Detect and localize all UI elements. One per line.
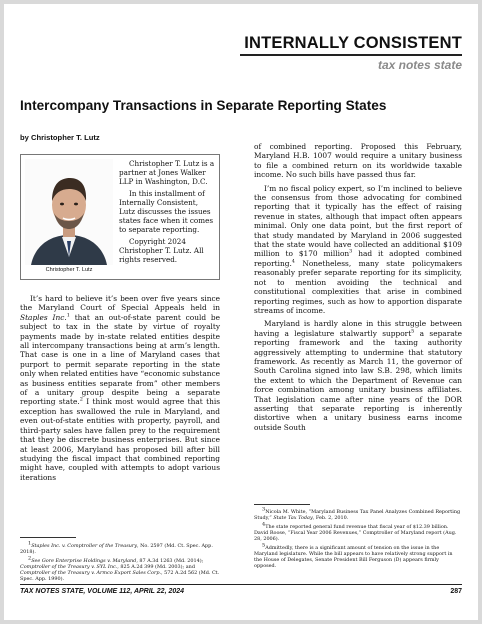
bio-paragraph: In this installment of Internally Consistent, Lutz discusses the issues states face when it comes to separate reporting.: [119, 189, 214, 234]
footer-rule: [20, 584, 462, 585]
footnote-rule: [20, 537, 76, 538]
article-title: Intercompany Transactions in Separate Reporting States: [20, 98, 387, 113]
footnote-ref[interactable]: 1: [66, 312, 70, 319]
footnote: [254, 506, 462, 521]
footnote-ref[interactable]: 2: [79, 397, 83, 403]
footnote-text: Nicola M. White, “Maryland Business Tax Panel Analyzes Combined Reporting Study,”: [254, 509, 461, 521]
body-text: Maryland is hardly alone in this struggle between having a legislature stalwartly support: [254, 319, 462, 338]
bio-paragraph: Christopher T. Lutz is a partner at Jones Walker LLP in Washington, D.C.: [119, 159, 215, 186]
case-name: Staples Inc.: [20, 312, 67, 322]
footnote: [20, 555, 220, 582]
footnote-ref[interactable]: 3: [349, 249, 353, 255]
photo-caption: Christopher T. Lutz: [45, 267, 93, 273]
case-name: See Gore Enterprise Holdings v. Maryland: [31, 558, 137, 564]
footnote-text: The state reported general fund revenue that fiscal year of $12.39 billion. David Roose, “Fiscal Year 2006 Revenues,” Comptroller of Maryland report (Aug. 28, 2006).: [254, 524, 457, 542]
footnote-number: 2: [28, 555, 32, 562]
body-text: I’m no fiscal policy expert, so I’m inclined to believe the consensus from those advocating for combined reporting that it typically has the effect of raising revenue in states, although that impact often appears minimal. Only one data point, but the first report of that study mandated by Maryland in 2006 suggested that the state would have collected an additional $109 million to $170 million: [254, 183, 462, 259]
body-text: that an out-of-state parent could be subject to tax in the state by virtue of royalty payments made by in-state related entities despite all intercompany transactions being at arm’s length. That case is one in a line of Maryland cases that purport to permit separate reporting in the state only when related entities have “economic substance as business entities separate from” other members of a unitary group despite being a separate reporting state.: [20, 312, 220, 407]
footnote-number: 5: [262, 542, 266, 549]
footnote: [254, 521, 462, 542]
footnote: [20, 540, 220, 555]
author-photo: [25, 159, 113, 265]
body-text: It’s hard to believe it’s been over five years since the Maryland Court of Special Appeals held in: [20, 294, 220, 313]
body-paragraph: [20, 294, 220, 482]
document-page: [4, 4, 478, 620]
footnote-text: , 825 A.2d 399 (Md. 2003); and: [117, 564, 195, 570]
footnote-ref[interactable]: 5: [411, 328, 415, 335]
case-name: Comptroller of the Treasury v. SYL Inc.: [20, 564, 118, 570]
footnotes-left: [20, 540, 220, 585]
footnote-rule: [254, 504, 310, 505]
body-text: had it adopted combined reporting.: [254, 249, 462, 268]
footnote-text: , Feb. 2, 2010.: [312, 515, 349, 521]
body-paragraph: [254, 319, 462, 432]
footnote-ref[interactable]: 4: [291, 258, 295, 265]
author-bio: [119, 159, 215, 267]
author-bio-box: [20, 154, 220, 280]
column-title: INTERNALLY CONSISTENT: [244, 34, 462, 52]
footnote-text: Admittedly, there is a significant amount of tension on the issue in the Maryland legislature. While the bill appears to have relatively strong support in the House of Delegates, Senate President Bill Ferguson (D) appears firmly opposed.: [254, 545, 453, 569]
right-column-body: [254, 142, 462, 436]
case-name: Staples Inc. v. Comptroller of the Treasury: [31, 543, 137, 549]
body-text: a separate reporting framework and the taxing authority aggressively attempting to undermine that statutory framework. As recently as March 11, the governor of South Carolina signed into law S.B. 298, which limits the extent to which the Department of Revenue can force combination among unitary business affiliates. That legislation came after nine years of the DOR asserting that separate reporting is inherently distortive when a unitary business earns income outside South: [254, 328, 462, 432]
left-column-body: [20, 294, 220, 486]
masthead-rule: [240, 54, 462, 56]
footnote-text: , No. 2597 (Md. Ct. Spec. App. 2018).: [20, 543, 213, 555]
footnote-number: 4: [262, 521, 266, 528]
bio-copyright: Copyright 2024 Christopher T. Lutz. All rights reserved.: [119, 237, 204, 264]
footnote-text: , 572 A.2d 562 (Md. Ct. Spec. App. 1990).: [20, 570, 220, 582]
body-text: Nonetheless, many state policymakers reasonably prefer separate reporting for its simplicity, not to mention avoiding the technical and constitutional complexities that arise in combined reporting regimes, such as how to apportion disparate streams of income.: [254, 258, 462, 315]
footnotes-right: [254, 506, 462, 572]
byline: by Christopher T. Lutz: [20, 133, 100, 142]
footnote-number: 3: [262, 506, 266, 513]
footnote: [254, 542, 462, 569]
body-paragraph: of combined reporting. Proposed this February, Maryland H.B. 1007 would require a unitary business to file a combined return on its worldwide taxable income. No such bills have passed thus far.: [254, 142, 462, 180]
case-name: Comptroller of the Treasury v. Armco Export Sales Corp.: [20, 570, 162, 576]
page-number: 287: [450, 588, 462, 595]
body-text: I think most would agree that this exception has swallowed the rule in Maryland, and even out-of-state entities with property, payroll, and third-party sales have fallen prey to the requirement that they be discrete business enterprises. But since at least 2006, Maryland has proposed bill after bill studying the fiscal impact that combined reporting might have, coupled with attempts to adopt various iterations: [20, 397, 220, 482]
footnote-number: 1: [28, 540, 32, 547]
brand-logo: tax notes state: [377, 58, 462, 72]
footer-publication: TAX NOTES STATE, VOLUME 112, APRIL 22, 2024: [20, 588, 185, 595]
author-portrait-icon: [25, 159, 113, 265]
masthead: [244, 34, 462, 52]
footnote-text: , 87 A.3d 1263 (Md. 2014);: [136, 558, 204, 564]
publication-name: State Tax Today: [273, 515, 313, 521]
body-paragraph: [254, 184, 462, 316]
